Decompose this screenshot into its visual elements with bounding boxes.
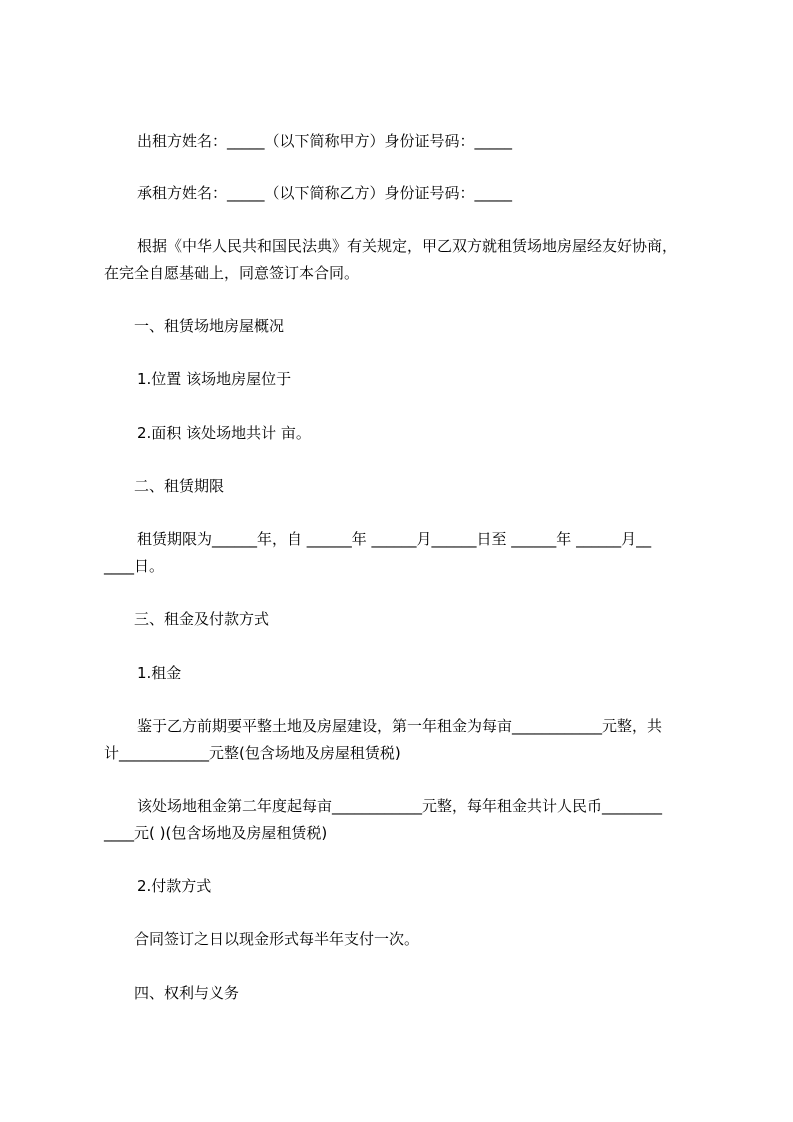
lessee-name-line: 承租方姓名：_____（以下简称乙方）身份证号码：_____ <box>137 184 513 202</box>
section-2-title: 二、租赁期限 <box>134 477 225 495</box>
section-1-item-location: 1.位置 该场地房屋位于 <box>137 370 292 388</box>
section-3-title: 三、租金及付款方式 <box>134 610 270 628</box>
first-year-rent-line-1: 鉴于乙方前期要平整土地及房屋建设，第一年租金为每亩____________元整，共 <box>137 717 663 735</box>
section-3-item-rent: 1.租金 <box>137 664 182 682</box>
second-year-rent-line-1: 该处场地租金第二年度起每亩____________元整，每年租金共计人民币________ <box>137 797 663 815</box>
first-year-rent-line-2: 计____________元整(包含场地及房屋租赁税) <box>104 744 401 762</box>
section-3-item-payment: 2.付款方式 <box>137 877 212 895</box>
second-year-rent-line-2: ____元( )(包含场地及房屋租赁税) <box>104 824 328 842</box>
section-1-title: 一、租赁场地房屋概况 <box>134 317 285 335</box>
intro-paragraph-line-2: 在完全自愿基础上，同意签订本合同。 <box>104 264 360 282</box>
payment-method-line: 合同签订之日以现金形式每半年支付一次。 <box>134 930 420 948</box>
lessor-name-line: 出租方姓名：_____（以下简称甲方）身份证号码：_____ <box>137 132 513 150</box>
lease-term-line-1: 租赁期限为______年，自 ______年 ______月______日至 ______年 ______月__ <box>137 530 652 548</box>
intro-paragraph-line-1: 根据《中华人民共和国民法典》有关规定，甲乙双方就租赁场地房屋经友好协商， <box>137 237 678 255</box>
section-4-title: 四、权利与义务 <box>134 984 240 1002</box>
section-1-item-area: 2.面积 该处场地共计 亩。 <box>137 424 311 442</box>
lease-term-line-2: ____日。 <box>104 557 165 575</box>
